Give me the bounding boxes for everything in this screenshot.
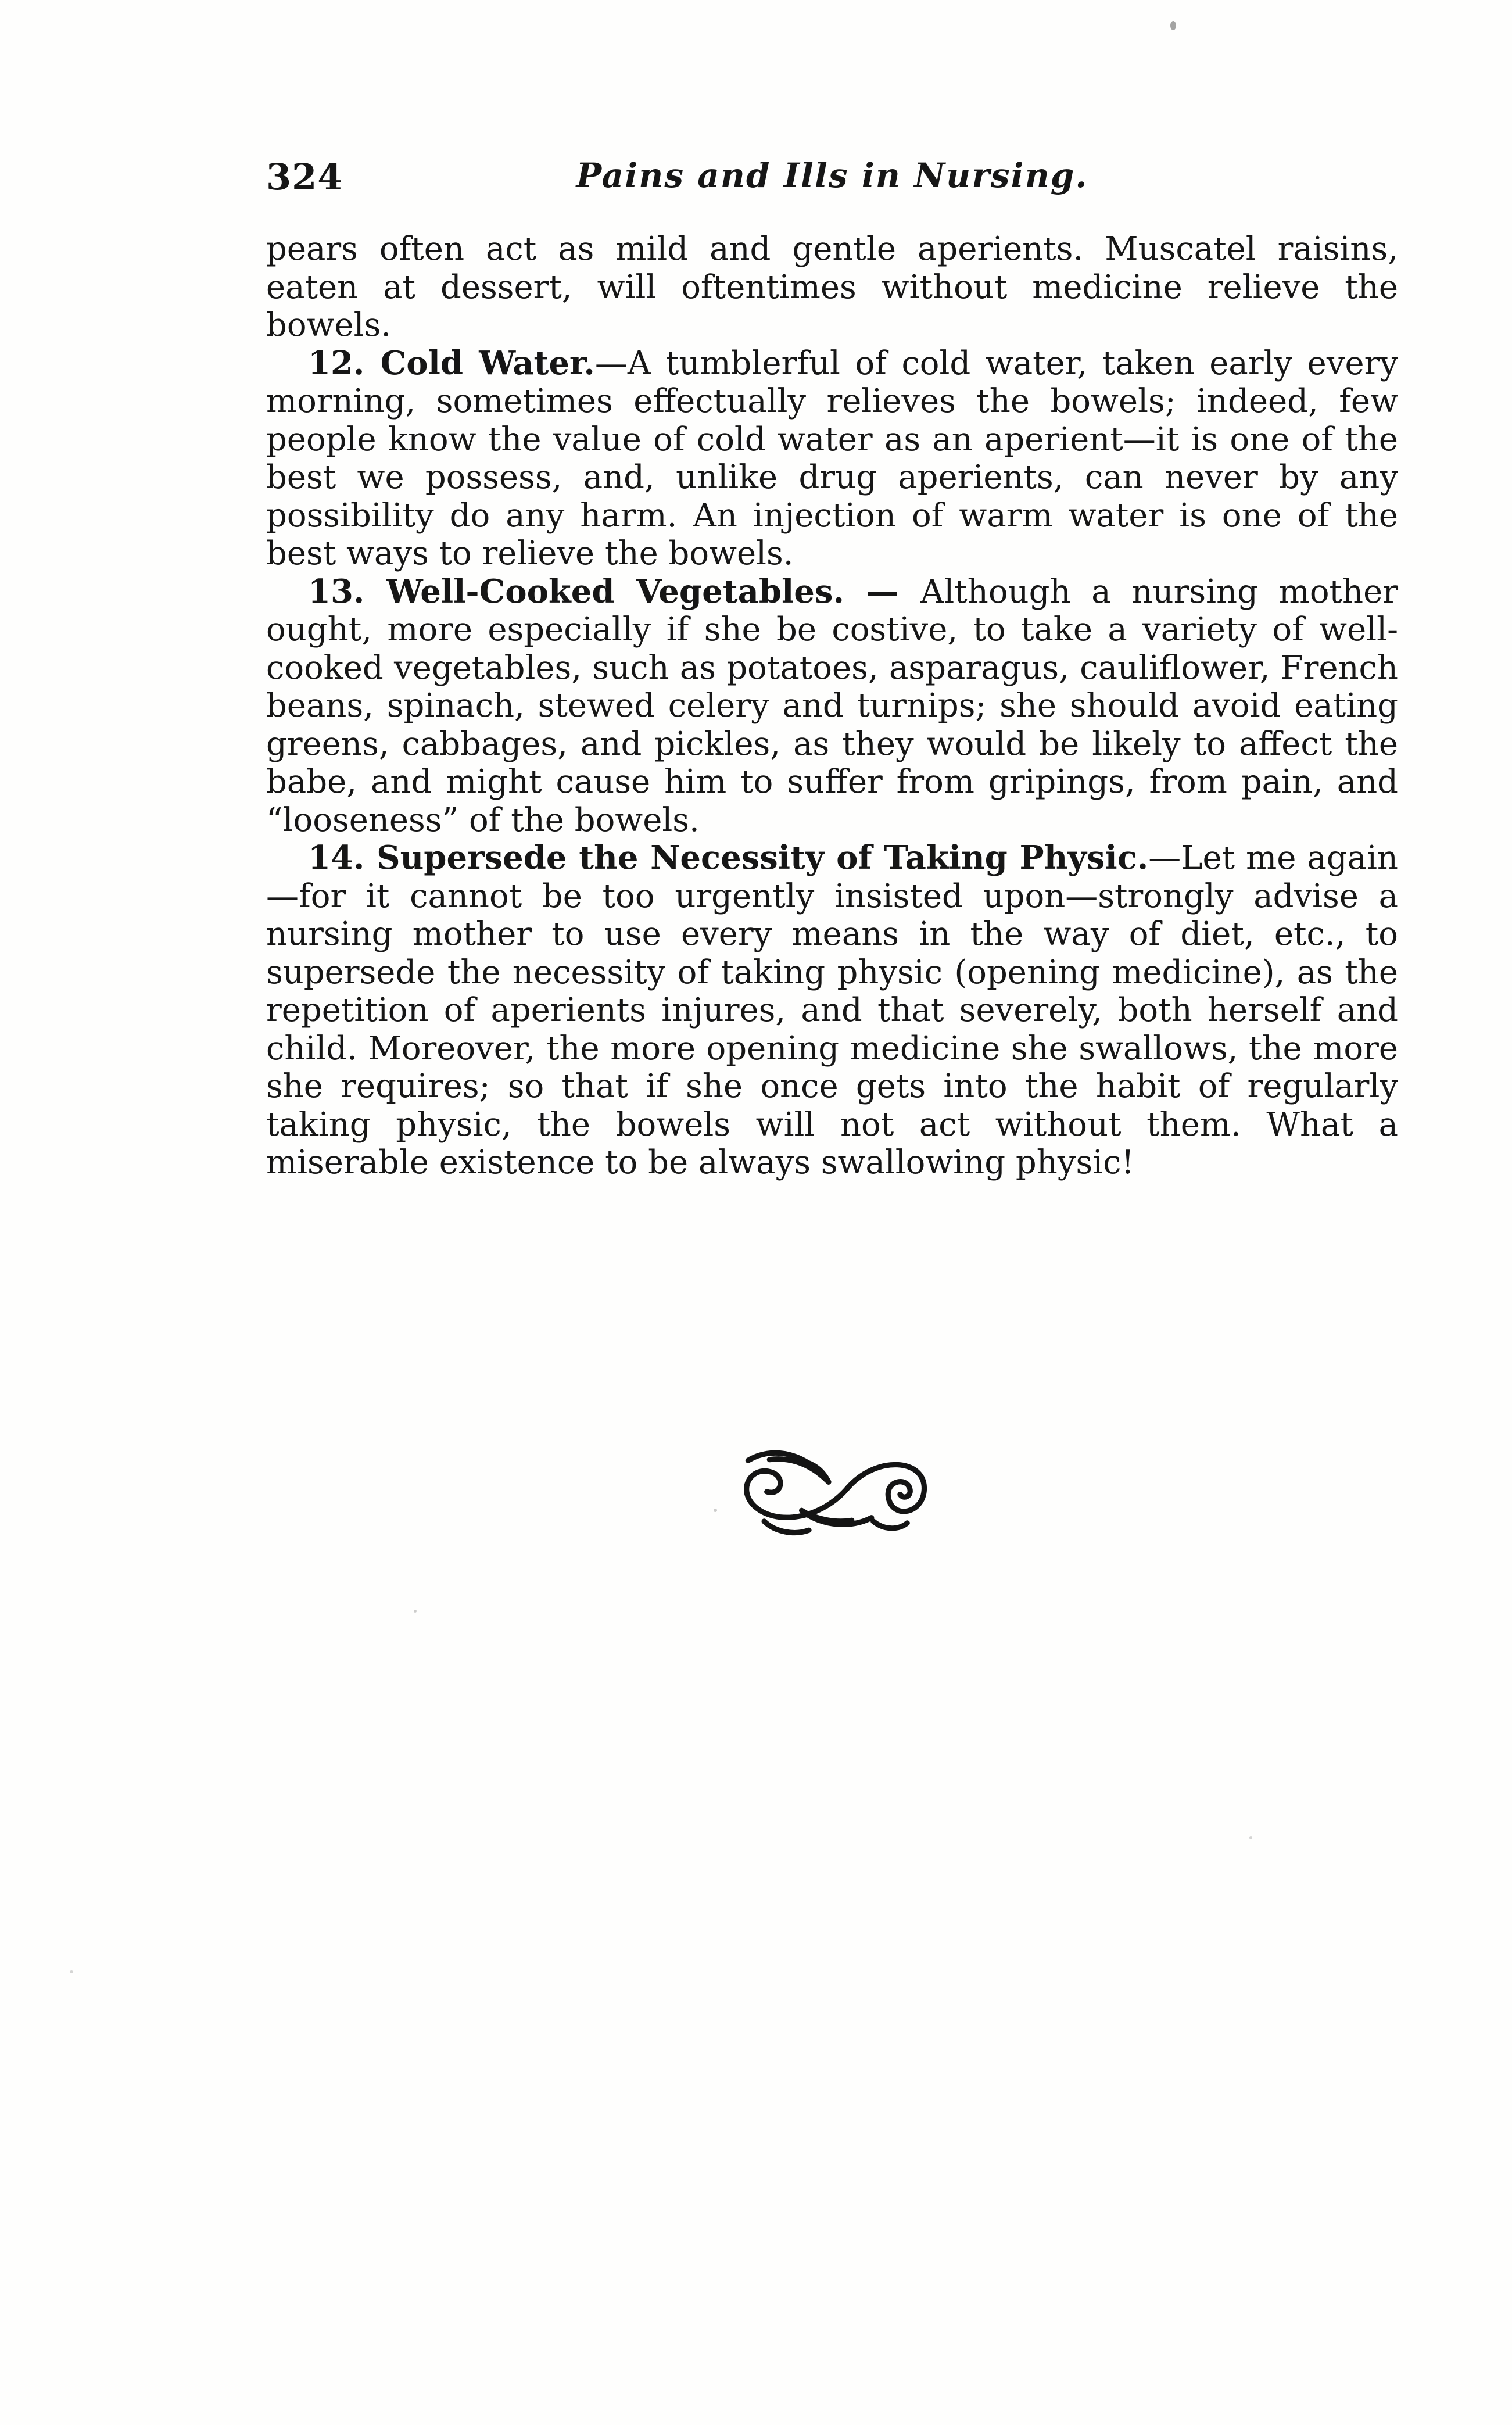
scan-speck (1170, 21, 1176, 30)
section-heading: Well-Cooked Vegetables. — (386, 572, 920, 611)
section-heading: Supersede the Necessity of Taking Physic. (377, 839, 1149, 877)
ornament-container (266, 1432, 1398, 1550)
scan-speck (1249, 1836, 1252, 1839)
running-header (266, 156, 1398, 205)
paragraph-text: Although a nursing mother ought, more especially if she be costive, to take a variety of well-cooked vegetables, such as potatoes, asparagus, cauliflower, French beans, spinach, stewed celery and turnips; she should avoid eating greens, cabbages, and pickles, as they would be likely to affect the babe, and might cause him to suffer from gripings, from pain, and “looseness” of the bowels. (266, 572, 1399, 839)
page-body (266, 230, 1398, 1182)
section-number: 12. (308, 343, 381, 382)
scan-speck (70, 1970, 73, 1973)
section-number: 13. (308, 572, 386, 611)
section-heading: Cold Water. (380, 343, 595, 382)
paragraph-continuation (266, 230, 1398, 345)
acanthus-scroll-flourish-icon (716, 1539, 948, 1550)
page-number: 324 (266, 156, 343, 198)
paragraph-section-12 (266, 345, 1398, 573)
running-title: Pains and Ills in Nursing. (576, 156, 1088, 195)
paragraph-text: —Let me again—for it cannot be too urgently insisted upon—strongly advise a nursing mother to use every means in the way of diet, etc., to supersede the necessity of taking physic (opening medicine), as the repetition of aperients injures, and that severely, both herself and child. Moreover, the more opening medicine she swallows, the more she requires; so that if she once gets into the habit of regularly taking physic, the bowels will not act without them. What a miserable existence to be always swallowing physic! (266, 839, 1398, 1182)
scan-speck (414, 1610, 417, 1613)
paragraph-section-14 (266, 839, 1398, 1182)
paragraph-section-13 (266, 573, 1398, 840)
paragraph-text: —A tumblerful of cold water, taken early every morning, sometimes effectually relieves the bowels; indeed, few people know the value of cold water as an aperient—it is one of the best we possess, and, unlike drug aperients, can never by any possibility do any harm. An injection of warm water is one of the best ways to relieve the bowels. (266, 344, 1398, 573)
page-content (266, 156, 1398, 1550)
paragraph-text: pears often act as mild and gentle aperients. Muscatel raisins, eaten at dessert, will oftentimes without medicine relieve the bowels. (266, 230, 1398, 345)
section-number: 14. (308, 839, 377, 877)
